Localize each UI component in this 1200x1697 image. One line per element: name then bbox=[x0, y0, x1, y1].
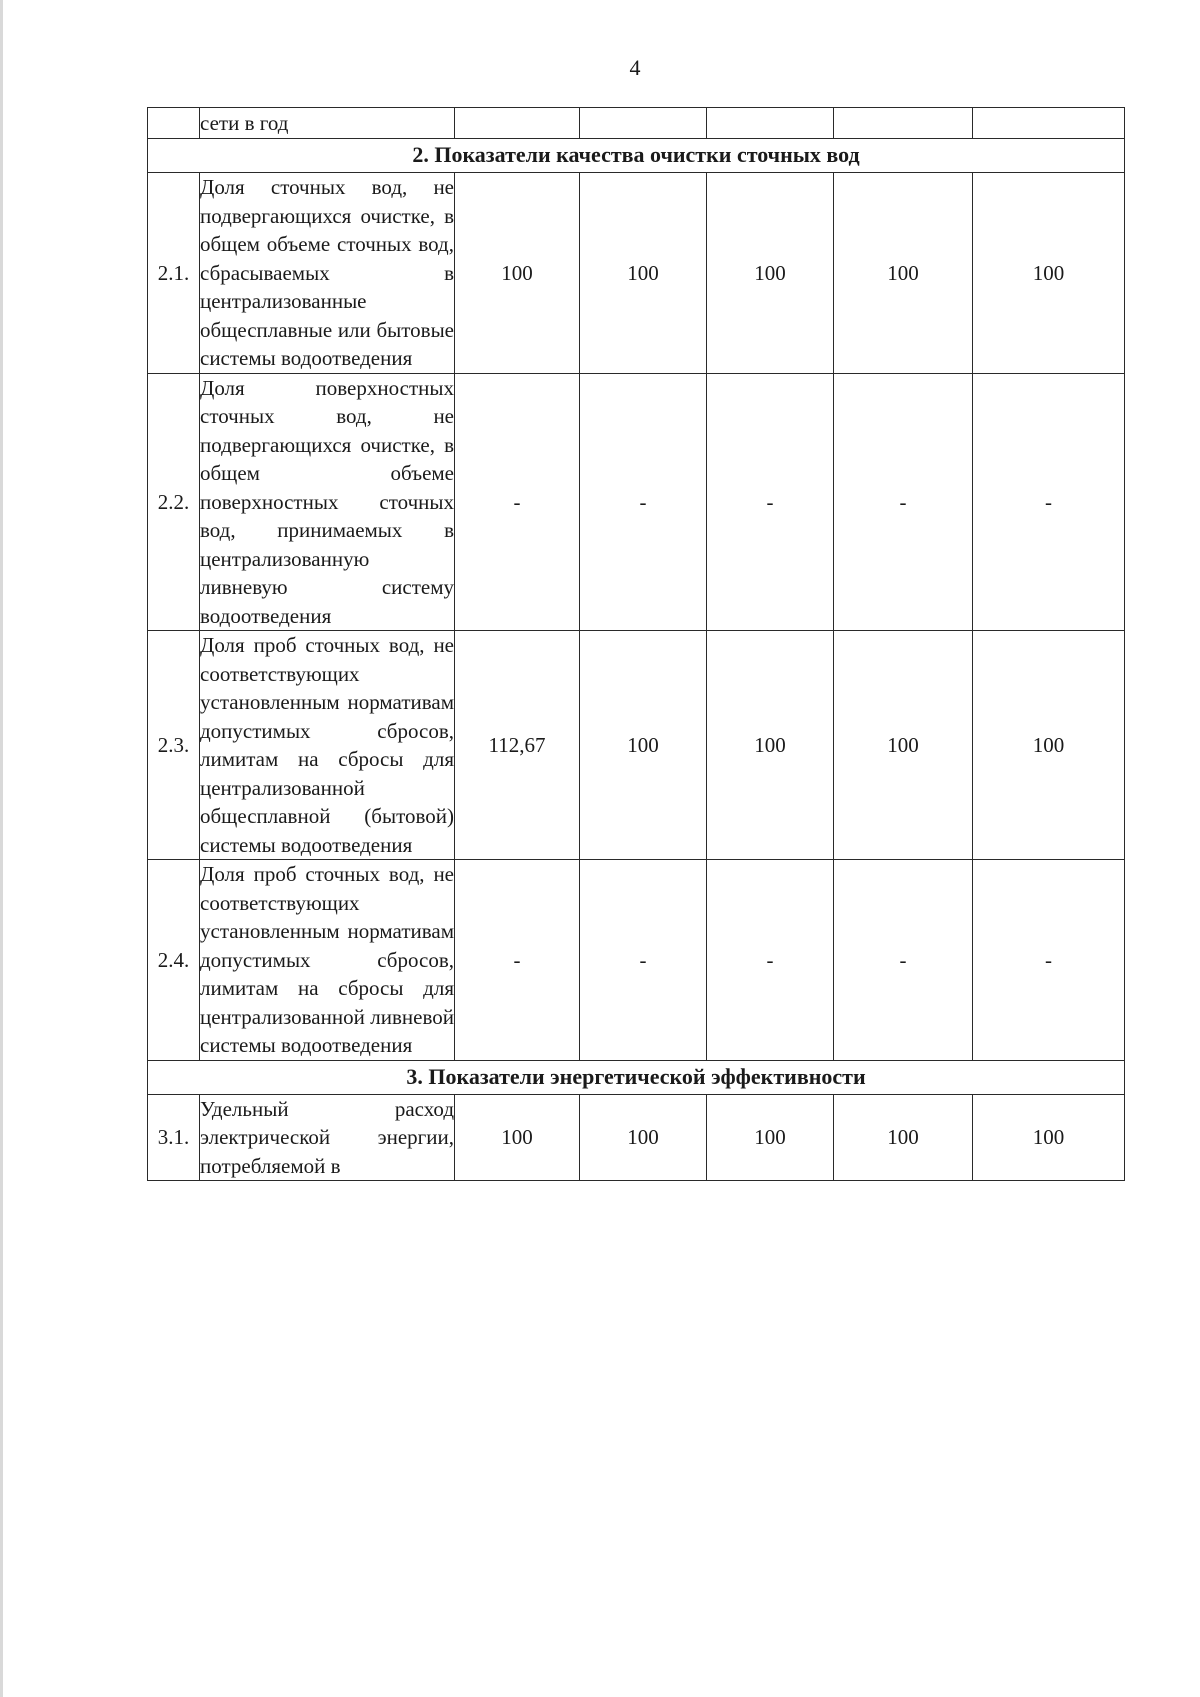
table-row bbox=[148, 373, 1125, 631]
value-cell: - bbox=[973, 860, 1125, 1061]
row-number: 2.2. bbox=[148, 373, 200, 631]
row-description: сети в год bbox=[200, 108, 455, 139]
value-cell: - bbox=[707, 373, 834, 631]
scan-edge bbox=[0, 0, 3, 1697]
value-cell: - bbox=[707, 860, 834, 1061]
value-cell: 100 bbox=[973, 1094, 1125, 1181]
value-cell bbox=[455, 108, 580, 139]
value-cell bbox=[580, 108, 707, 139]
value-cell: 100 bbox=[580, 631, 707, 860]
row-number: 2.1. bbox=[148, 173, 200, 374]
section-title: 3. Показатели энергетической эффективности bbox=[148, 1060, 1125, 1094]
row-number: 3.1. bbox=[148, 1094, 200, 1181]
value-cell: 100 bbox=[834, 1094, 973, 1181]
value-cell: 100 bbox=[707, 631, 834, 860]
value-cell: 100 bbox=[455, 173, 580, 374]
row-description: Удельный расход электрической энергии, потребляемой в bbox=[200, 1094, 455, 1181]
row-description: Доля проб сточных вод, не соответствующих установленным нормативам допустимых сбросов, лимитам на сбросы для централизованной общесплавной (бытовой) системы водоотведения bbox=[200, 631, 455, 860]
value-cell bbox=[707, 108, 834, 139]
section-header-row bbox=[148, 1060, 1125, 1094]
value-cell bbox=[973, 108, 1125, 139]
row-description: Доля сточных вод, не подвергающихся очистке, в общем объеме сточных вод, сбрасываемых в централизованные общесплавные или бытовые системы водоотведения bbox=[200, 173, 455, 374]
table-row bbox=[148, 1094, 1125, 1181]
value-cell: - bbox=[580, 373, 707, 631]
value-cell: 100 bbox=[973, 173, 1125, 374]
table-row bbox=[148, 173, 1125, 374]
row-number bbox=[148, 108, 200, 139]
row-number: 2.3. bbox=[148, 631, 200, 860]
row-description: Доля поверхностных сточных вод, не подвергающихся очистке, в общем объеме поверхностных сточных вод, принимаемых в централизованную ливневую систему водоотведения bbox=[200, 373, 455, 631]
section-title: 2. Показатели качества очистки сточных вод bbox=[148, 139, 1125, 173]
value-cell: - bbox=[834, 373, 973, 631]
row-number: 2.4. bbox=[148, 860, 200, 1061]
value-cell: 100 bbox=[834, 631, 973, 860]
value-cell: - bbox=[834, 860, 973, 1061]
section-header-row bbox=[148, 139, 1125, 173]
table-row-continued bbox=[148, 108, 1125, 139]
value-cell: - bbox=[580, 860, 707, 1061]
table-row bbox=[148, 860, 1125, 1061]
table-row bbox=[148, 631, 1125, 860]
value-cell: 112,67 bbox=[455, 631, 580, 860]
row-description: Доля проб сточных вод, не соответствующих установленным нормативам допустимых сбросов, лимитам на сбросы для централизованной ливневой системы водоотведения bbox=[200, 860, 455, 1061]
value-cell: 100 bbox=[707, 173, 834, 374]
value-cell: 100 bbox=[834, 173, 973, 374]
page-number: 4 bbox=[629, 55, 641, 80]
value-cell: - bbox=[455, 860, 580, 1061]
value-cell: 100 bbox=[707, 1094, 834, 1181]
value-cell: 100 bbox=[580, 173, 707, 374]
value-cell bbox=[834, 108, 973, 139]
value-cell: - bbox=[455, 373, 580, 631]
value-cell: - bbox=[973, 373, 1125, 631]
value-cell: 100 bbox=[580, 1094, 707, 1181]
value-cell: 100 bbox=[973, 631, 1125, 860]
indicators-table bbox=[147, 107, 1125, 1181]
value-cell: 100 bbox=[455, 1094, 580, 1181]
